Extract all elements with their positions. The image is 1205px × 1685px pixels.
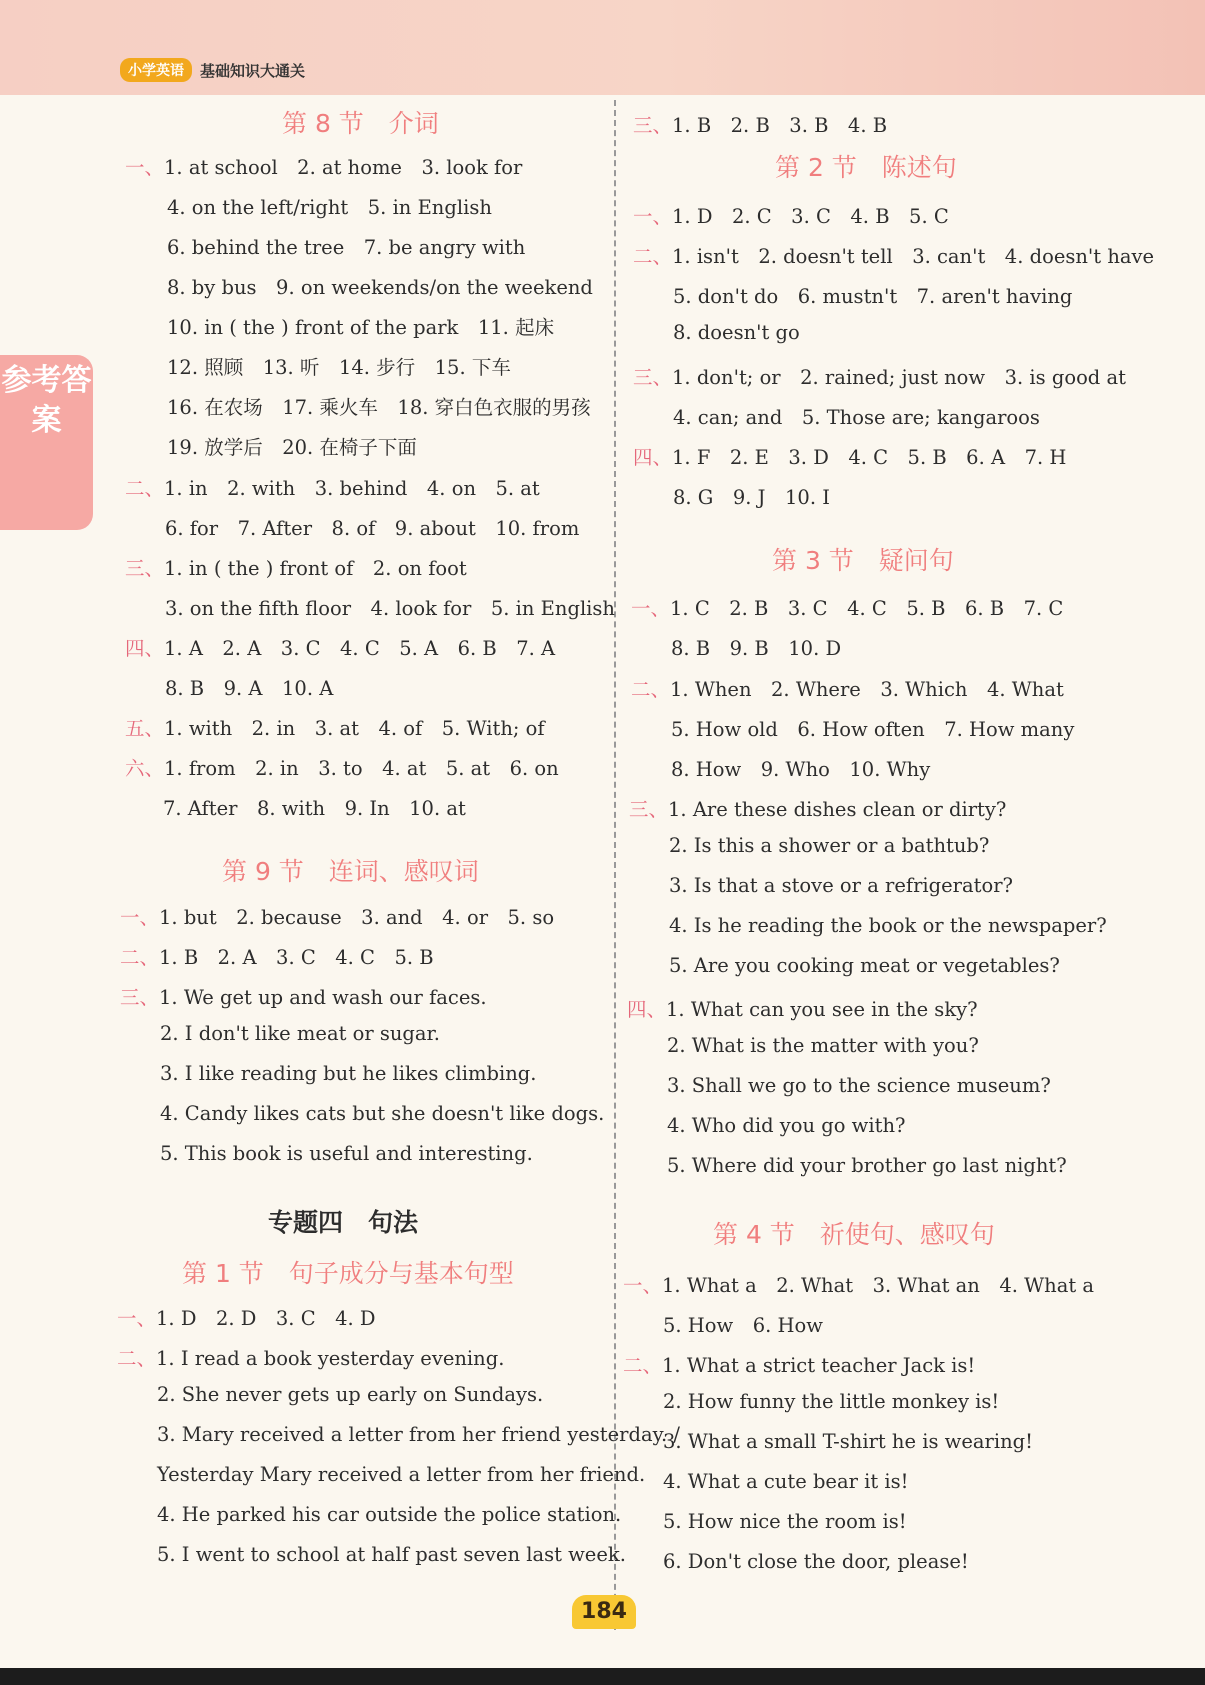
question-number: 一、 [633,205,673,228]
answer-line: 4. Candy likes cats but she doesn't like dogs. [160,1102,605,1125]
question-number: 一、 [120,906,160,929]
answer-line: 二、1. I read a book yesterday evening. [117,1347,505,1370]
answer-line: 5. I went to school at half past seven last week. [157,1543,626,1566]
question-number: 三、 [633,366,673,389]
section-title: 第 8 节 介词 [282,109,439,138]
section-title: 第 2 节 陈述句 [775,153,957,182]
question-number: 三、 [629,798,669,821]
answer-line: 8. How 9. Who 10. Why [671,758,931,781]
answer-line: 8. B 9. A 10. A [165,677,334,700]
book-brand [120,58,305,82]
question-number: 三、 [120,986,160,1009]
question-number: 二、 [623,1354,663,1377]
answer-line: 8. G 9. J 10. I [673,486,830,509]
answer-line: 8. doesn't go [673,321,800,344]
answer-line: 5. How nice the room is! [663,1510,907,1533]
column-divider [614,100,616,1630]
answer-line: 2. Is this a shower or a bathtub? [669,834,990,857]
answer-line: 五、1. with 2. in 3. at 4. of 5. With; of [125,717,545,740]
answer-line: 3. Shall we go to the science museum? [667,1074,1051,1097]
answer-line: 2. She never gets up early on Sundays. [157,1383,544,1406]
answer-line: 一、1. D 2. C 3. C 4. B 5. C [633,205,949,228]
question-number: 一、 [117,1307,157,1330]
question-number: 二、 [125,477,165,500]
answer-line: 4. What a cute bear it is! [663,1470,909,1493]
answer-line: 二、1. isn't 2. doesn't tell 3. can't 4. doesn't have [633,245,1155,268]
answer-line: 二、1. in 2. with 3. behind 4. on 5. at [125,477,540,500]
question-number: 五、 [125,717,165,740]
answer-line: 16. 在农场 17. 乘火车 18. 穿白色衣服的男孩 [167,396,591,419]
answer-line: 6. for 7. After 8. of 9. about 10. from [165,517,580,540]
answer-line: 6. Don't close the door, please! [663,1550,969,1573]
answer-line: 4. on the left/right 5. in English [167,196,492,219]
question-number: 四、 [633,446,673,469]
question-number: 一、 [631,597,671,620]
answer-line: Yesterday Mary received a letter from her friend. [157,1463,646,1486]
answer-line: 一、1. at school 2. at home 3. look for [125,156,523,179]
answer-line: 7. After 8. with 9. In 10. at [163,797,466,820]
brand-tag: 小学英语 [120,58,192,82]
answer-line: 2. How funny the little monkey is! [663,1390,1000,1413]
question-number: 三、 [633,114,673,137]
section-title: 第 1 节 句子成分与基本句型 [182,1259,514,1288]
answer-line: 4. Is he reading the book or the newspaper? [669,914,1107,937]
answer-line: 2. What is the matter with you? [667,1034,979,1057]
answer-line: 4. can; and 5. Those are; kangaroos [673,406,1040,429]
answer-line: 三、1. We get up and wash our faces. [120,986,487,1009]
answer-line: 2. I don't like meat or sugar. [160,1022,440,1045]
bottom-edge [0,1668,1205,1685]
question-number: 二、 [117,1347,157,1370]
answer-line: 3. Is that a stove or a refrigerator? [669,874,1013,897]
answer-line: 3. What a small T-shirt he is wearing! [663,1430,1033,1453]
answer-line: 5. How 6. How [663,1314,823,1337]
answer-line: 5. How old 6. How often 7. How many [671,718,1075,741]
answer-line: 一、1. What a 2. What 3. What an 4. What a [623,1274,1095,1297]
answer-line: 二、1. When 2. Where 3. Which 4. What [631,678,1064,701]
section-title: 第 9 节 连词、感叹词 [222,857,479,886]
answer-line: 5. Are you cooking meat or vegetables? [669,954,1060,977]
answer-line: 三、1. Are these dishes clean or dirty? [629,798,1007,821]
answer-line: 一、1. but 2. because 3. and 4. or 5. so [120,906,555,929]
answer-line: 5. don't do 6. mustn't 7. aren't having [673,285,1073,308]
answer-line: 四、1. A 2. A 3. C 4. C 5. A 6. B 7. A [125,637,556,660]
answer-line: 六、1. from 2. in 3. to 4. at 5. at 6. on [125,757,559,780]
answer-line: 二、1. What a strict teacher Jack is! [623,1354,976,1377]
answer-line: 三、1. don't; or 2. rained; just now 3. is good at [633,366,1126,389]
question-number: 二、 [631,678,671,701]
answer-line: 10. in ( the ) front of the park 11. 起床 [167,316,555,339]
question-number: 二、 [633,245,673,268]
brand-title: 基础知识大通关 [200,61,306,80]
answer-line: 6. behind the tree 7. be angry with [167,236,526,259]
answer-line: 3. on the fifth floor 4. look for 5. in English [165,597,615,620]
answer-line: 3. I like reading but he likes climbing. [160,1062,537,1085]
answer-line: 5. This book is useful and interesting. [160,1142,533,1165]
question-number: 一、 [623,1274,663,1297]
question-number: 二、 [120,946,160,969]
answer-line: 8. B 9. B 10. D [671,637,842,660]
answer-line: 4. He parked his car outside the police station. [157,1503,622,1526]
answer-line: 3. Mary received a letter from her friend yesterday. / [157,1423,680,1446]
answer-key-side-tab [0,355,93,530]
question-number: 四、 [627,998,667,1021]
question-number: 六、 [125,757,165,780]
answer-line: 三、1. in ( the ) front of 2. on foot [125,557,467,580]
side-tab-label: 参考答案 [1,363,92,438]
answer-line: 四、1. What can you see in the sky? [627,998,978,1021]
answer-line: 4. Who did you go with? [667,1114,906,1137]
answer-line: 12. 照顾 13. 听 14. 步行 15. 下车 [167,356,511,379]
answer-line: 5. Where did your brother go last night? [667,1154,1067,1177]
answer-line: 二、1. B 2. A 3. C 4. C 5. B [120,946,434,969]
section-title: 第 4 节 祈使句、感叹句 [713,1220,995,1249]
answer-line: 19. 放学后 20. 在椅子下面 [167,436,417,459]
section-title: 第 3 节 疑问句 [772,546,954,575]
answer-line: 四、1. F 2. E 3. D 4. C 5. B 6. A 7. H [633,446,1067,469]
question-number: 四、 [125,637,165,660]
topic-title: 专题四 句法 [268,1208,419,1237]
answer-line: 8. by bus 9. on weekends/on the weekend [167,276,593,299]
question-number: 三、 [125,557,165,580]
question-number: 一、 [125,156,165,179]
answer-line: 一、1. C 2. B 3. C 4. C 5. B 6. B 7. C [631,597,1064,620]
page-number: 184 [572,1595,636,1629]
answer-line: 三、1. B 2. B 3. B 4. B [633,114,888,137]
answer-line: 一、1. D 2. D 3. C 4. D [117,1307,376,1330]
